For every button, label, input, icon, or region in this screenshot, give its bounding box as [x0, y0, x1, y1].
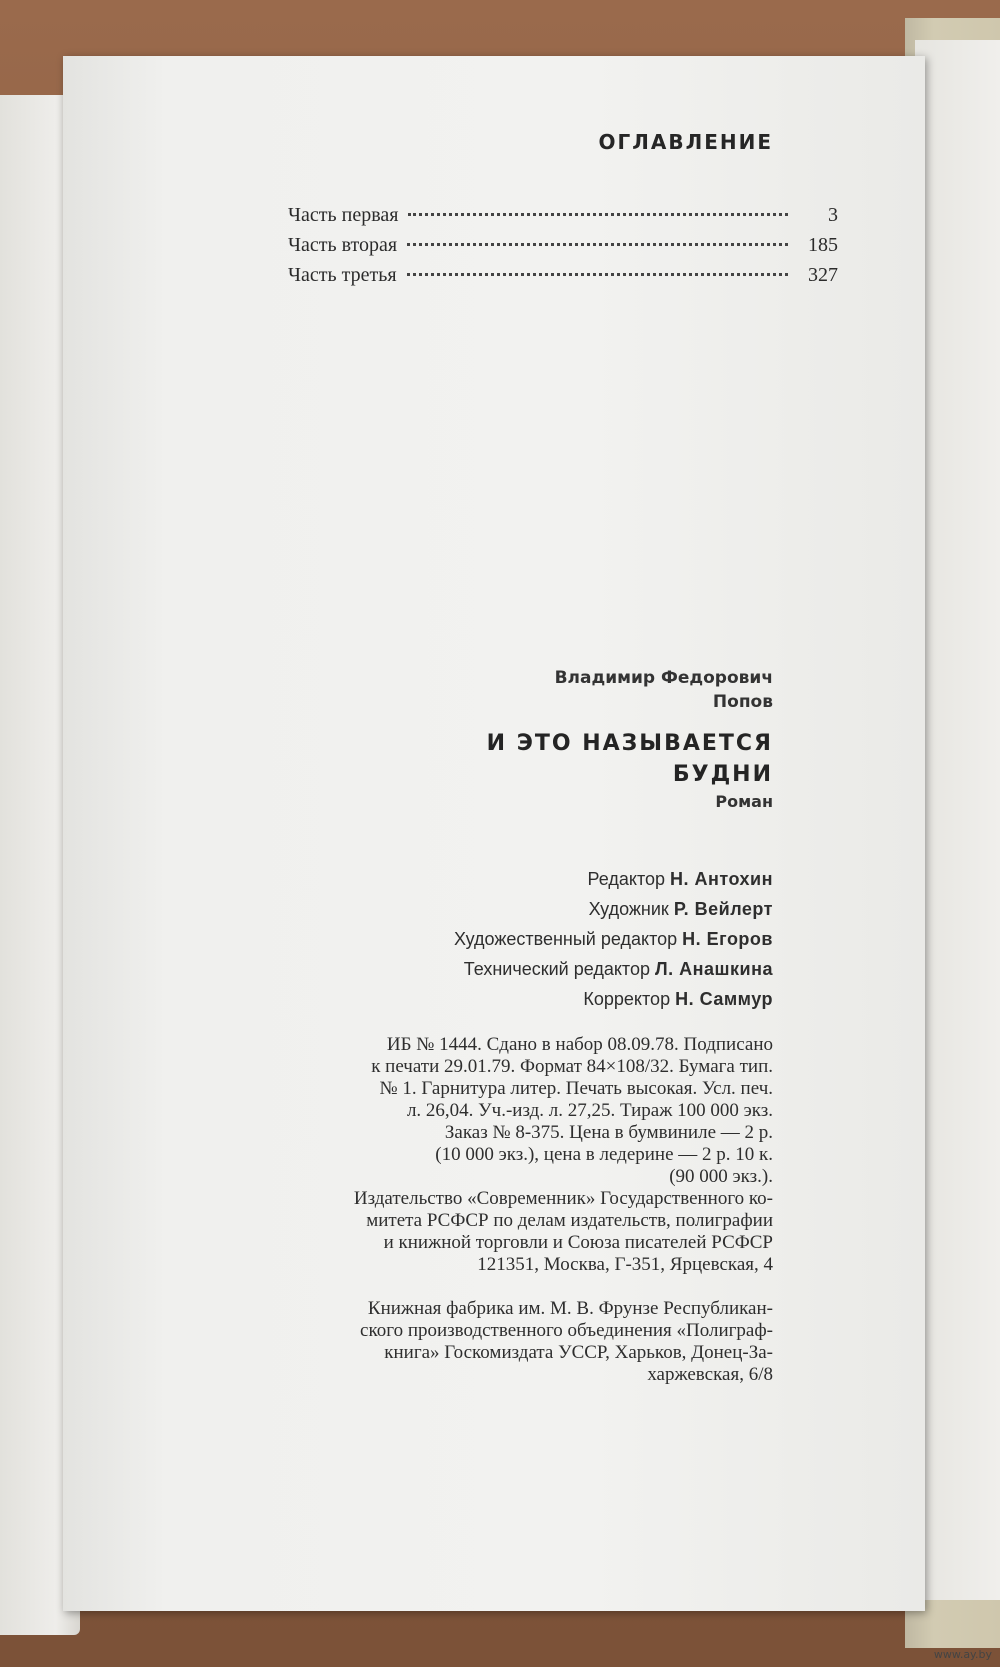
imprint-line: к печати 29.01.79. Формат 84×108/32. Бумага тип. — [371, 1056, 773, 1077]
credit-row — [454, 894, 773, 924]
title-block — [487, 728, 773, 814]
imprint-line: л. 26,04. Уч.-изд. л. 27,25. Тираж 100 000 экз. — [406, 1100, 773, 1121]
book-page — [63, 56, 925, 1611]
toc-heading: ОГЛАВЛЕНИЕ — [598, 130, 773, 154]
credit-name: Р. Вейлерт — [673, 899, 773, 919]
publisher-line: 121351, Москва, Г-351, Ярцевская, 4 — [477, 1254, 773, 1275]
imprint-line: (10 000 экз.), цена в ледерине — 2 р. 10 к. — [435, 1144, 773, 1165]
imprint-line: № 1. Гарнитура литер. Печать высокая. Усл. печ. — [379, 1078, 773, 1099]
toc-item-page: 3 — [828, 204, 838, 226]
book-title-line-2: БУДНИ — [672, 762, 773, 787]
publisher-line: Издательство «Современник» Государственного ко- — [353, 1188, 773, 1209]
imprint-line: Заказ № 8-375. Цена в бумвиниле — 2 р. — [444, 1122, 773, 1143]
facing-sheet — [915, 40, 1000, 1600]
toc-item-label: Часть первая — [288, 204, 399, 226]
imprint-line: (90 000 экз.). — [669, 1166, 773, 1187]
credit-row — [454, 984, 773, 1014]
book-genre: Роман — [715, 792, 773, 811]
printer-line: книга» Госкомиздата УССР, Харьков, Донец-За- — [384, 1342, 773, 1363]
credit-name: Н. Саммур — [675, 989, 773, 1009]
credit-role: Художественный редактор — [454, 929, 678, 949]
site-watermark: www.ay.by — [933, 1648, 992, 1661]
publisher-block — [354, 1188, 773, 1276]
publisher-line: и книжной торговли и Союза писателей РСФСР — [383, 1232, 773, 1253]
book-title-line-1: И ЭТО НАЗЫВАЕТСЯ — [486, 731, 773, 756]
credit-role: Художник — [588, 899, 669, 919]
credit-role: Корректор — [583, 989, 671, 1009]
toc-item-label: Часть третья — [288, 264, 397, 286]
imprint-block — [371, 1034, 773, 1188]
imprint-line: ИБ № 1444. Сдано в набор 08.09.78. Подписано — [386, 1034, 773, 1055]
table-of-contents — [288, 204, 838, 294]
credit-role: Технический редактор — [463, 959, 650, 979]
credit-name: Л. Анашкина — [655, 959, 773, 979]
printer-line: Книжная фабрика им. М. В. Фрунзе Республикан- — [367, 1298, 773, 1319]
toc-item-page: 327 — [808, 264, 838, 286]
toc-leader-dots — [408, 213, 788, 216]
credit-role: Редактор — [587, 869, 666, 889]
printer-line: ского производственного объединения «Полиграф- — [360, 1320, 773, 1341]
toc-item — [288, 264, 838, 294]
credit-name: Н. Егоров — [682, 929, 773, 949]
author-block — [555, 666, 773, 714]
credits-block — [454, 864, 773, 1014]
credit-name: Н. Антохин — [670, 869, 773, 889]
credit-row — [454, 954, 773, 984]
toc-leader-dots — [407, 273, 788, 276]
toc-item — [288, 204, 838, 234]
toc-item-label: Часть вторая — [288, 234, 398, 256]
printer-block — [360, 1298, 773, 1386]
publisher-line: митета РСФСР по делам издательств, полиграфии — [366, 1210, 773, 1231]
printer-line: харжевская, 6/8 — [647, 1364, 773, 1385]
credit-row — [454, 864, 773, 894]
toc-leader-dots — [407, 243, 788, 246]
toc-item — [288, 234, 838, 264]
credit-row — [454, 924, 773, 954]
toc-item-page: 185 — [808, 234, 838, 256]
author-surname: Попов — [712, 692, 773, 712]
author-name: Владимир Федорович — [554, 668, 773, 688]
